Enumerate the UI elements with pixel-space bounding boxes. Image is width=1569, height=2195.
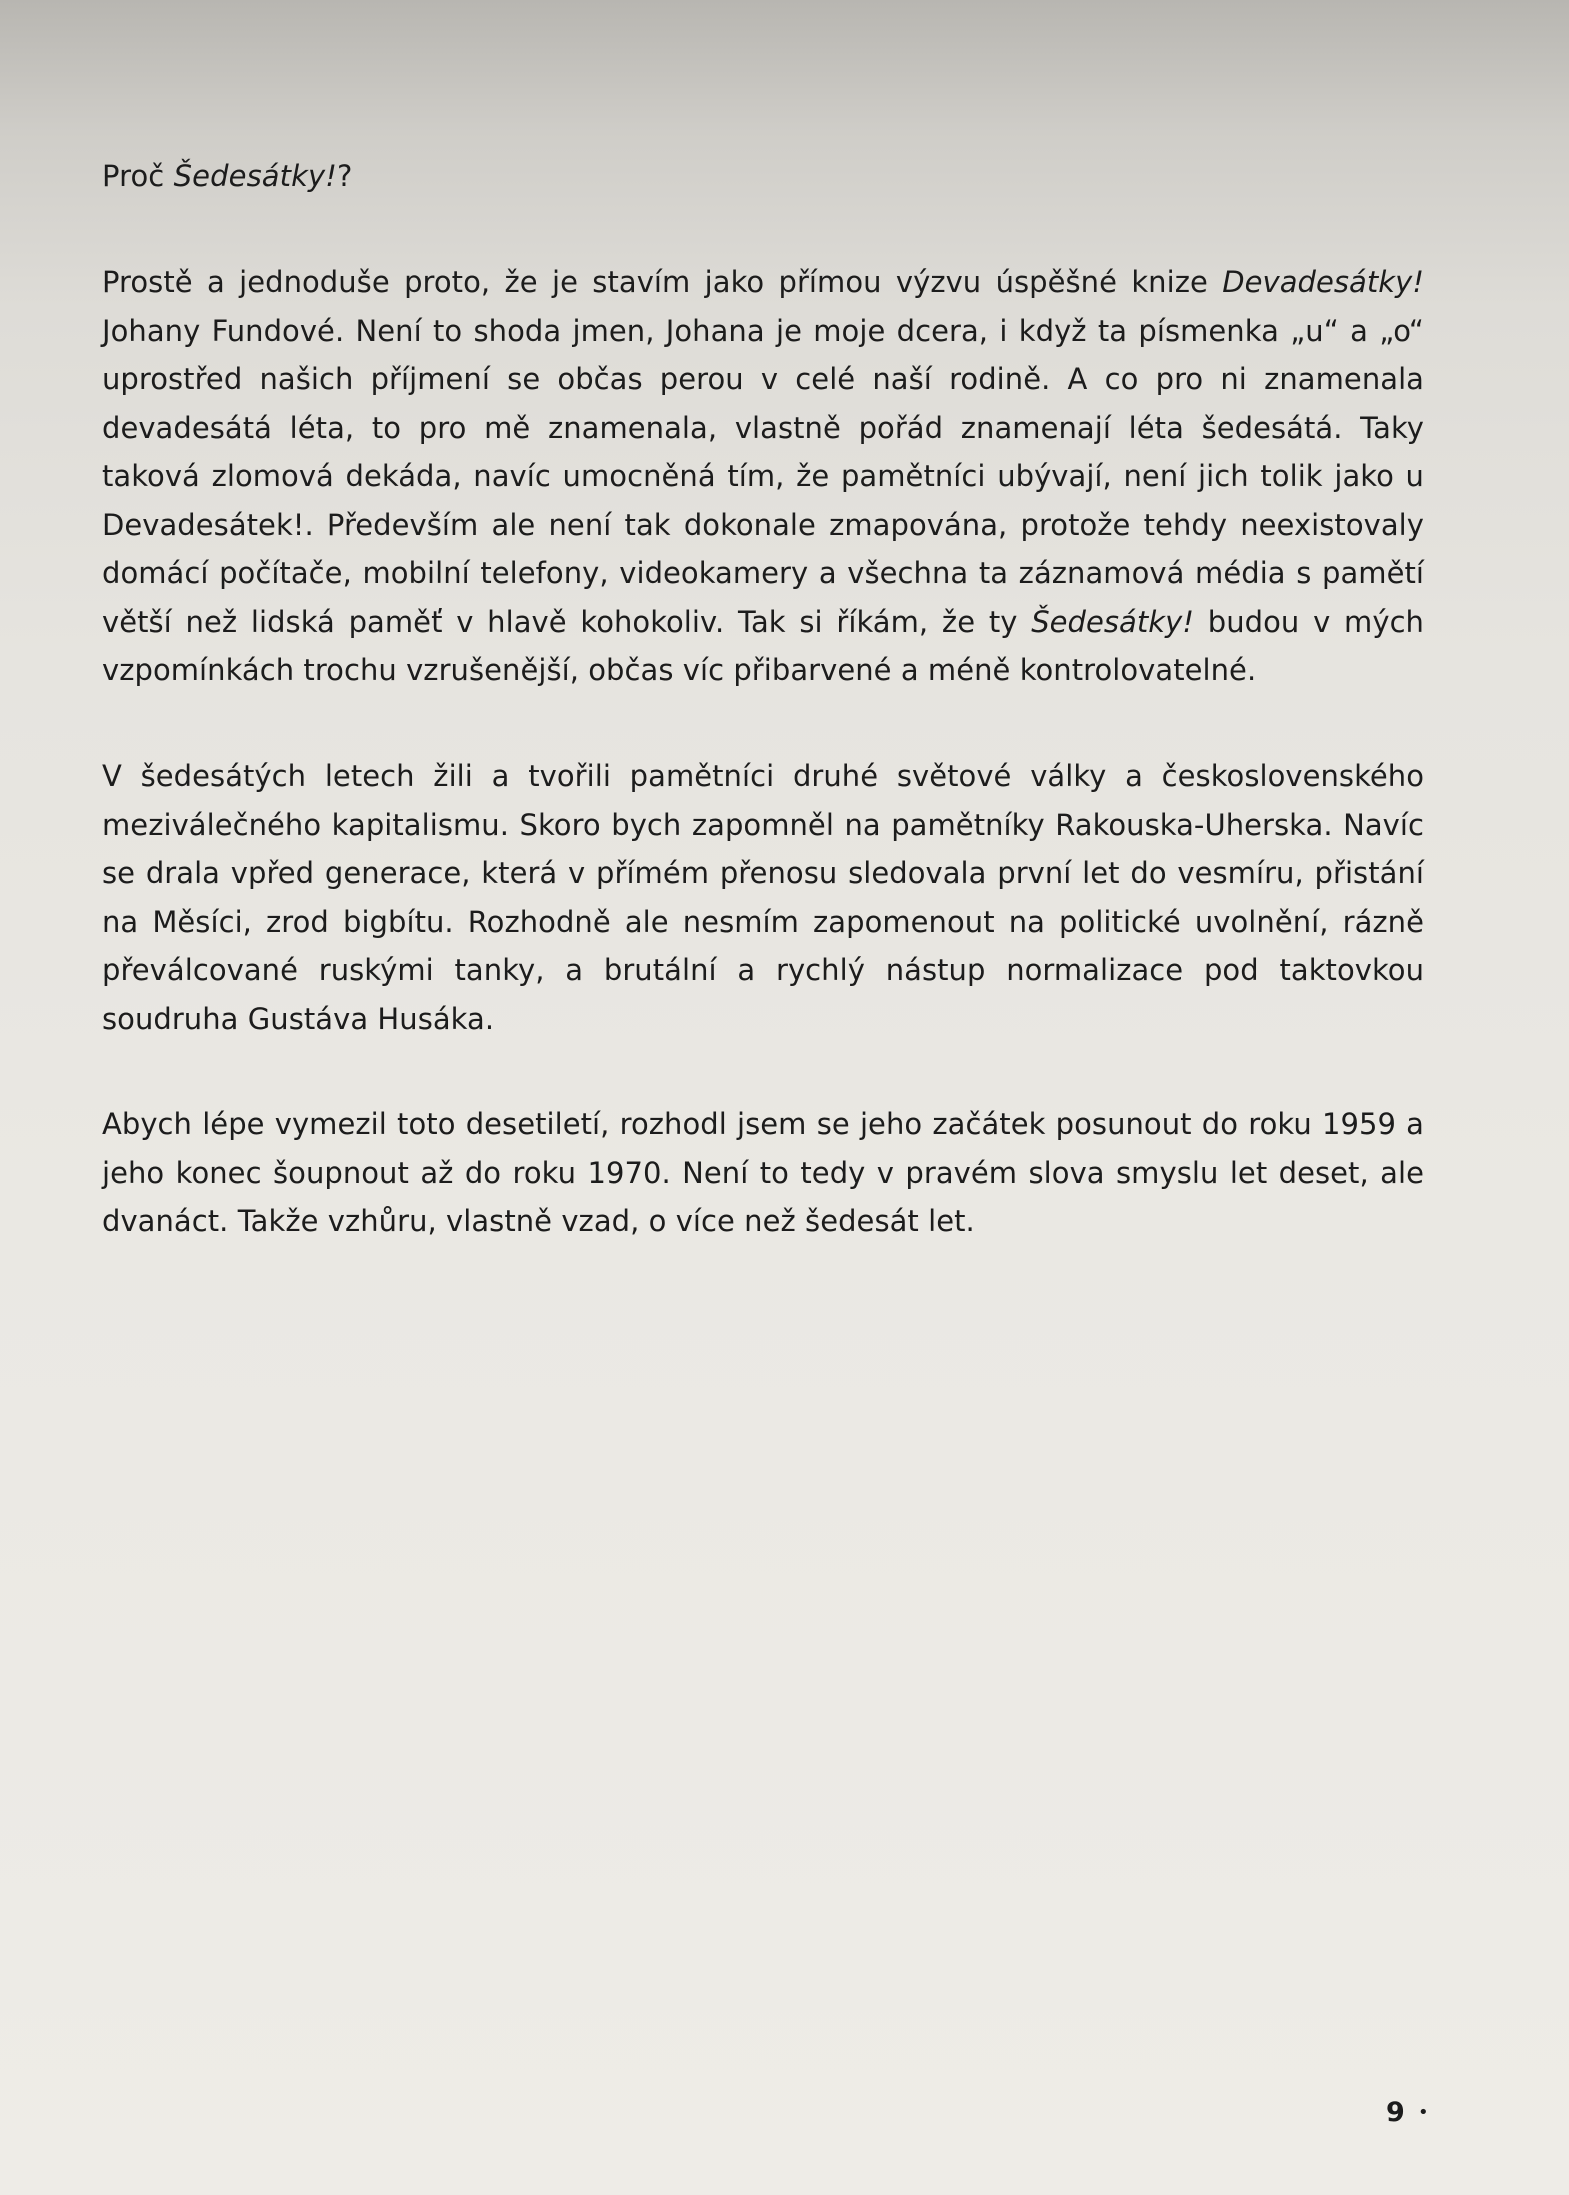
paragraph-1-book-title: Devadesátky! [1222, 265, 1424, 299]
paragraph-1-text-b: Johany Fundové. Není to shoda jmen, Johana je moje dcera, i když ta písmenka „u“ a „o“ uprostřed našich příjmení se občas perou v celé naší rodině. A co pro ni znamenala devadesátá léta, to pro mě znamenala, vlastně pořád znamenají léta šedesátá. Taky taková zlomová dekáda, navíc umocněná tím, že pamětníci ubývají, není jich tolik jako u Devadesátek!. Především ale není tak dokonale zmapována, protože tehdy neexistovaly domácí počítače, mobilní telefony, videokamery a všechna ta záznamová média s pamětí větší než lidská paměť v hlavě kohokoliv. Tak si říkám, že ty [102, 313, 1424, 639]
heading-prefix: Proč [102, 159, 174, 193]
page-number: 9 [1386, 2097, 1405, 2128]
heading-title-italic: Šedesátky! [173, 159, 338, 193]
paragraph-1-text-c: budou v mých vzpomínkách trochu vzrušenější, občas víc přibarvené a méně kontrolovatelné. [102, 604, 1424, 687]
paragraph-2 [102, 752, 1424, 1043]
paragraph-3-text: Abych lépe vymezil toto desetiletí, rozhodl jsem se jeho začátek posunout do roku 1959 a jeho konec šoupnout až do roku 1970. Není to tedy v pravém slova smyslu let deset, ale dvanáct. Takže vzhůru, vlastně vzad, o více než šedesát let. [102, 1107, 1424, 1238]
paragraph-1-sedesatky: Šedesátky! [1031, 604, 1195, 639]
page-heading [102, 152, 353, 200]
page-bullet-icon: • [1418, 2102, 1429, 2123]
paragraph-3 [102, 1100, 1424, 1246]
paragraph-1 [102, 258, 1424, 695]
paragraph-1-text-a: Prostě a jednoduše proto, že je stavím jako přímou výzvu úspěšné knize [102, 265, 1223, 299]
paragraph-2-text: V šedesátých letech žili a tvořili pamětníci druhé světové války a československého meziválečného kapitalismu. Skoro bych zapomněl na pamětníky Rakouska-Uherska. Navíc se drala vpřed generace, která v přímém přenosu sledovala první let do vesmíru, přistání na Měsíci, zrod bigbítu. Rozhodně ale nesmím zapomenout na politické uvolnění, rázně převálcované ruskými tanky, a brutální a rychlý nástup normalizace pod taktovkou soudruha Gustáva Husáka. [102, 759, 1424, 1036]
heading-suffix: ? [337, 159, 353, 193]
